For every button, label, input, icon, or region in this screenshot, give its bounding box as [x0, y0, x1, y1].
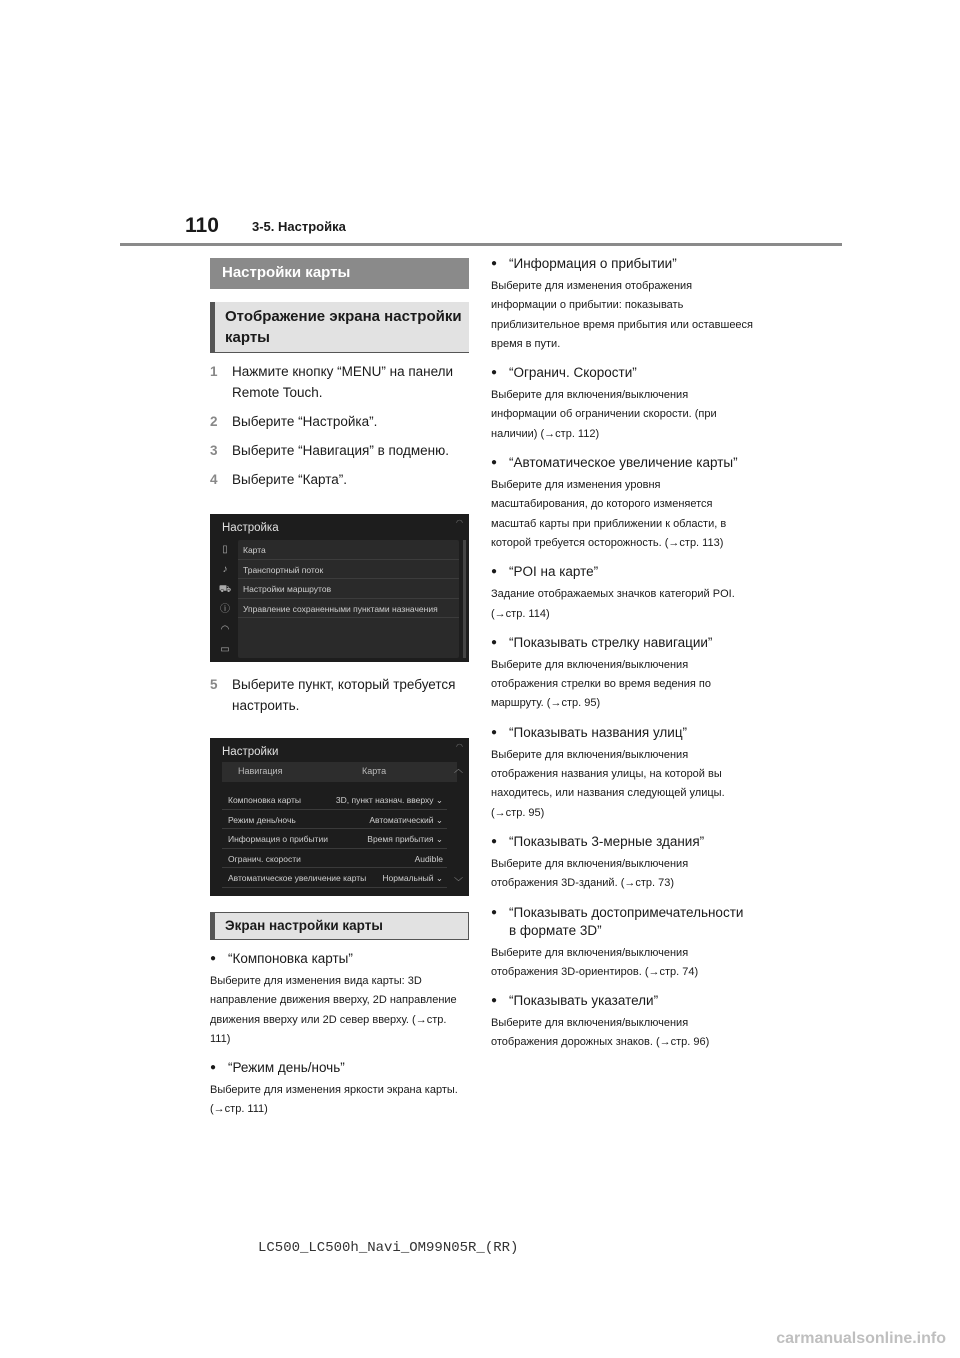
sub-band: Экран настройки карты	[210, 912, 469, 940]
bullet-icon: ●	[491, 258, 498, 269]
step-number: 4	[210, 472, 218, 487]
feature-title: “POI на карте”	[509, 564, 599, 580]
bullet-icon: ●	[491, 566, 498, 578]
bullet-icon: ●	[491, 995, 498, 1007]
feature-body: Выберите для включения/выключения отображения дорожных знаков. (→стр. 96)	[491, 1017, 710, 1049]
screen-title: Настройки	[222, 746, 279, 758]
doc-code: LC500_LC500h_Navi_OM99N05R_(RR)	[258, 1240, 519, 1256]
page-number: 110	[185, 214, 219, 237]
setting-value: 3D, пункт назнач. вверху ⌄	[335, 795, 443, 805]
feature-title: “Показывать указатели”	[509, 993, 659, 1009]
feature-body: Выберите для включения/выключения отображения стрелки во время ведения по маршруту. (→стр. 95)	[491, 658, 711, 710]
screen-scroll-arrows	[454, 762, 464, 892]
step-5	[210, 674, 469, 716]
phone-icon: ▯	[222, 544, 228, 555]
feature-body: Выберите для включения/выключения отображения названия улицы, на которой вы находитесь, или названия следующей улицы. (→стр. 95)	[491, 748, 725, 819]
audio-icon: ♪	[222, 564, 228, 575]
setting-label: Автоматическое увеличение карты	[228, 873, 367, 883]
step-1	[210, 361, 469, 403]
feature-body: Выберите для включения/выключения информации об ограничении скорости. (при наличии) (→стр. 112)	[491, 389, 717, 440]
bullet-icon: ●	[491, 367, 498, 379]
screen-menu-list	[238, 540, 459, 658]
left-column	[210, 258, 469, 1120]
step-number: 1	[210, 364, 218, 379]
step-text: Нажмите кнопку “MENU” на панели Remote Touch.	[232, 364, 454, 400]
feature-item	[491, 634, 753, 714]
feature-body: Выберите для изменения уровня масштабирования, до которого изменяется масштаб карты при приближении к области, в которой требуется осторожность. (→стр. 113)	[491, 479, 727, 549]
screen-scrollbar	[463, 540, 466, 658]
step-3	[210, 440, 469, 461]
feature-item	[491, 454, 753, 553]
step-2	[210, 411, 469, 432]
feature-body: Выберите для включения/выключения отображения 3D-зданий. (→стр. 73)	[491, 857, 689, 890]
bullet-icon: ●	[491, 636, 498, 648]
step-text: Выберите пункт, который требуется настроить.	[232, 677, 456, 713]
feature-item	[491, 724, 753, 823]
setting-row	[222, 829, 447, 849]
bullet-icon: ●	[210, 1062, 217, 1074]
screen-tabs	[222, 762, 457, 782]
bullet-icon: ●	[491, 835, 498, 847]
section-label: 3-5. Настройка	[252, 219, 346, 234]
setting-label: Компоновка карты	[228, 795, 301, 805]
feature-title: “Режим день/ночь”	[228, 1060, 345, 1076]
info-icon: ⓘ	[220, 604, 230, 615]
setting-label: Режим день/ночь	[228, 814, 296, 825]
setting-value: Автоматический ⌄	[369, 814, 443, 825]
menu-item-map: Карта	[238, 540, 459, 560]
feature-title: “Автоматическое увеличение карты”	[509, 455, 738, 471]
step-number: 3	[210, 443, 218, 458]
wifi-icon: ◠	[220, 624, 230, 635]
watermark: carmanualsonline.info	[776, 1330, 946, 1347]
step-text: Выберите “Навигация” в подменю.	[232, 443, 450, 458]
feature-body: Задание отображаемых значков категорий POI. (→стр. 114)	[491, 588, 735, 620]
setting-row	[222, 790, 447, 810]
feature-title: “Огранич. Скорости”	[509, 365, 637, 381]
map-settings-screenshot	[210, 738, 469, 896]
feature-title: “Компоновка карты”	[228, 951, 353, 966]
setting-label: Огранич. скорости	[228, 853, 301, 864]
feature-title: “Информация о прибытии”	[509, 256, 677, 271]
feature-item	[491, 992, 753, 1053]
feature-item	[210, 1059, 469, 1120]
bullet-icon: ●	[491, 726, 498, 738]
display-icon: ▭	[220, 644, 230, 655]
feature-body: Выберите для изменения вида карты: 3D направление движения вверху, 2D направление движения вверху или 2D север вверху. (→стр. 111)	[210, 975, 457, 1045]
setting-label: Информация о прибытии	[228, 834, 328, 844]
feature-item	[491, 255, 753, 354]
chevron-up-icon: ︿	[454, 764, 464, 774]
settings-screenshot	[210, 514, 469, 662]
bullet-icon: ●	[491, 457, 498, 469]
feature-item	[491, 904, 753, 983]
chevron-down-icon: ﹀	[454, 877, 464, 887]
feature-title: “Показывать названия улиц”	[509, 724, 688, 740]
feature-item	[491, 364, 753, 444]
setting-value: Нормальный ⌄	[382, 873, 443, 883]
step-text: Выберите “Настройка”.	[232, 414, 378, 429]
setting-value: Audible	[414, 853, 443, 864]
feature-item	[491, 833, 753, 894]
wifi-icon: ◠	[456, 742, 463, 751]
feature-title: “Показывать достопримечательности в формате 3D”	[509, 904, 744, 938]
feature-item	[210, 950, 469, 1049]
menu-item-destinations: Управление сохраненными пунктами назначения	[238, 599, 459, 619]
feature-body: Выберите для включения/выключения отображения 3D-ориентиров. (→стр. 74)	[491, 946, 699, 978]
step-number: 2	[210, 414, 218, 429]
feature-body: Выберите для изменения отображения информации о прибытии: показывать приблизительное время прибытия или оставшееся время в пути.	[491, 280, 754, 350]
setting-row	[222, 849, 447, 869]
setting-row	[222, 810, 447, 830]
section-band: Настройки карты	[210, 258, 469, 289]
feature-body: Выберите для изменения яркости экрана карты. (→стр. 111)	[210, 1084, 458, 1116]
feature-item	[491, 563, 753, 624]
setting-value: Время прибытия ⌄	[367, 834, 443, 844]
wifi-icon: ◠	[456, 518, 463, 527]
step-number: 5	[210, 677, 218, 692]
subheading-band: Отображение экрана настройки карты	[210, 302, 469, 353]
tab-map: Карта	[362, 766, 387, 776]
tab-navigation: Навигация	[238, 766, 283, 776]
menu-item-traffic: Транспортный поток	[238, 560, 459, 580]
screen-sidebar	[214, 540, 236, 660]
menu-item-routes: Настройки маршрутов	[238, 579, 459, 599]
feature-title: “Показывать 3-мерные здания”	[509, 833, 705, 849]
bullet-icon: ●	[491, 906, 498, 918]
screen-title: Настройка	[222, 522, 279, 534]
screen-settings-list	[222, 790, 447, 888]
step-text: Выберите “Карта”.	[232, 472, 348, 487]
feature-title: “Показывать стрелку навигации”	[509, 634, 713, 650]
header-rule	[120, 243, 842, 246]
car-icon: ⛟	[218, 584, 232, 595]
setting-row	[222, 868, 447, 888]
step-4	[210, 469, 469, 490]
bullet-icon: ●	[210, 953, 217, 964]
right-column	[491, 255, 753, 1053]
